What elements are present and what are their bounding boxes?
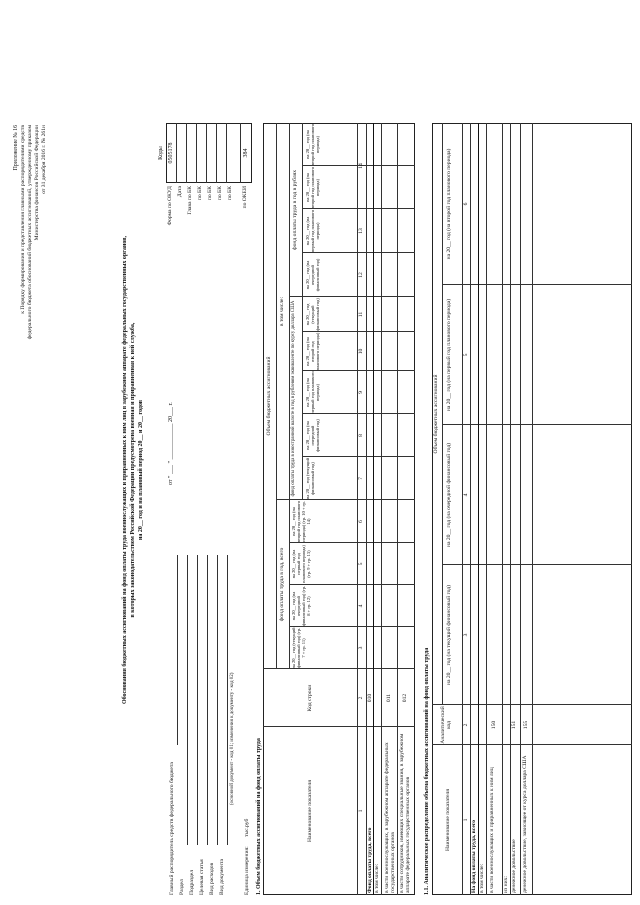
appendix-line-1: Приложение № 16 xyxy=(13,125,19,171)
section-1-head-volume: Объем бюджетных ассигнований xyxy=(266,356,272,436)
section-11-col-5: на 20__ год (на первый год планового периода) xyxy=(446,298,452,412)
title-line-3: на 20__ год и на плановый период 20__ и 20__ годов xyxy=(138,399,144,541)
section-1-head-name: Наименование показателя xyxy=(307,780,313,842)
code-label-date: Дата xyxy=(177,186,183,198)
field-main-manager: Главный распорядитель средств федерального бюджета xyxy=(169,762,175,895)
unit-value: тыс.руб xyxy=(244,818,250,837)
section-1-colnum-3: 3 xyxy=(358,646,364,650)
section-1-head-fot-currency: фонд оплаты труда в иностранной валюте в год в рублевом эквиваленте по курсу доллара США xyxy=(291,300,296,497)
section-11-head-volume: Объем бюджетных ассигнований xyxy=(433,374,439,454)
section-1-col-15: на 20__ год (на второй год планового периода) xyxy=(305,123,320,166)
section-11-colnum-5: 5 xyxy=(463,353,469,357)
section-11-title: 1.1. Аналитическое распределение объема бюджетных ассигнований на фонд оплаты труда xyxy=(424,647,430,895)
section-11-row-military-name: в части военнослужащих и приравненных к ним лиц xyxy=(489,767,495,893)
unit-label: Единица измерения: xyxy=(244,846,250,895)
section-11-colnum-6: 6 xyxy=(463,202,469,206)
appendix-line-3: федерального бюджета обоснований бюджетных ассигнований, утвержденному приказом xyxy=(27,125,33,340)
section-1-col-4: на 20__ год (на очередной финансовый год) (гр. 8 + гр. 12) xyxy=(291,585,311,627)
section-1-row-military-code: 011 xyxy=(386,693,392,703)
section-1-head-in-that: в том числе: xyxy=(279,296,285,327)
field-expense-type: Вид расходов xyxy=(209,862,215,895)
section-11-head-name: Наименование показателя xyxy=(445,789,451,851)
section-1-col-9: на 20__ год (на первый год планового периода) xyxy=(305,371,320,414)
section-11-row-ofthem-name: из них: xyxy=(503,876,509,893)
section-1-row-military-name: в части военнослужащих, в зарубежном аппарате федеральных государственных органов xyxy=(384,742,396,893)
field-subsection: Подраздел xyxy=(189,869,195,895)
section-1-colnum-2: 2 xyxy=(358,696,364,700)
section-1-row-special-code: 012 xyxy=(402,693,408,703)
code-label-chapter: Глава по БК xyxy=(187,186,193,215)
section-11-row-military-code: 150 xyxy=(491,720,497,730)
section-1-col-14: на 20__ год (на второй год планового периода) xyxy=(305,166,320,209)
section-11-head-code: Аналитический код xyxy=(440,706,452,744)
section-11-colnum-1: 1 xyxy=(463,818,469,822)
code-label-bk-2: по БК xyxy=(207,186,213,201)
code-label-bk-3: по БК xyxy=(217,186,223,201)
appendix-line-5: от 31 декабря 2016 г. № 261н xyxy=(41,125,47,194)
section-1-row-incl-name: в том числе: xyxy=(374,863,380,893)
section-1-title: 1. Объем бюджетных ассигнований на фонд оплаты труда xyxy=(256,738,262,895)
field-document-note: (основной документ - код 01; изменения к документу - код 02) xyxy=(230,672,235,805)
section-1-col-5: на 20__ год (на первый год планового периода) (гр. 9 + гр. 13) xyxy=(291,545,311,583)
appendix-line-4: Министерства финансов Российской Федерации xyxy=(34,125,40,241)
section-11-row-usd-name: денежное довольствие, зависящее от курса доллара США xyxy=(522,755,528,893)
section-1-col-7: на 20__ год (текущий финансовый год) xyxy=(305,457,315,500)
section-11-row-allowance-code: 151 xyxy=(511,720,517,730)
section-1-col-10: на 20__ год (на второй год планового периода) xyxy=(305,332,320,371)
section-11-row-allowance-name: денежное довольствие xyxy=(511,839,517,893)
section-11-row-incl-name: в том числе: xyxy=(479,863,485,893)
codes-header: Коды xyxy=(158,146,164,160)
section-11-col-6: на 20__ год (на второй год планового периода) xyxy=(446,148,452,260)
appendix-line-2: к Порядку формирования и представления главными распорядителями средств xyxy=(20,125,26,314)
section-1-colnum-9: 9 xyxy=(358,391,364,394)
section-1-colnum-4: 4 xyxy=(358,604,364,608)
section-1-colnum-8: 8 xyxy=(358,434,364,437)
title-line-1: Обоснования бюджетных ассигнований на фонд оплаты труда военнослужащих и приравненных к ним лиц в зарубежном аппарате федеральных государственных органов, xyxy=(122,235,128,705)
section-1-col-12: на 20__ год (на очередной финансовый год) xyxy=(305,258,320,292)
code-label-bk-1: по БК xyxy=(197,186,203,201)
code-label-okud: Форма по ОКУД xyxy=(167,186,173,226)
section-1-col-6: на 20__ год (на второй год планового периода) (гр. 10 + гр. 14) xyxy=(291,500,311,543)
section-1-colnum-13: 13 xyxy=(358,228,364,234)
section-11-colnum-2: 2 xyxy=(463,723,469,727)
section-1-head-code: Код строки xyxy=(307,684,313,712)
section-11-col-3: на 20__ год (на текущий финансовый год) xyxy=(446,585,452,685)
section-1-row-special-name: в части сотрудников, имеющих специальные звания, в зарубежном аппарате федеральных государственных органов xyxy=(399,733,411,893)
section-1-colnum-5: 5 xyxy=(358,562,364,566)
section-11-colnum-4: 4 xyxy=(463,493,469,497)
section-1-colnum-14: 14 xyxy=(358,163,364,169)
okud-value: 0505178 xyxy=(168,142,174,164)
code-label-bk-4: по БК xyxy=(227,186,233,201)
field-section: Раздел xyxy=(179,879,185,895)
field-target-article: Целевая статья xyxy=(199,859,205,895)
section-1-col-13: на 20__ год (на первый год планового периода) xyxy=(305,209,320,253)
section-1-colnum-10: 10 xyxy=(358,348,364,355)
form-date: от " ___ " ____________ 20___ г. xyxy=(168,402,174,485)
section-1-head-fot-all: фонд оплаты труда в год, всего xyxy=(279,547,285,622)
section-1-col-3: на 20__ год (текущий финансовый год) (гр. 7 + гр. 11) xyxy=(291,627,306,669)
okei-value: 384 xyxy=(243,148,249,158)
section-11-row-total-name: На фонд оплаты труда, всего xyxy=(471,819,477,893)
section-1-colnum-1: 1 xyxy=(358,809,364,813)
section-1-head-fot-rub: фонд оплаты труда в год в рублях xyxy=(292,169,298,251)
section-11-colnum-3: 3 xyxy=(463,633,469,637)
title-line-2: в которых законодательством Российской Федерации предусмотрена военная и приравненная к ней служба, xyxy=(130,322,136,618)
section-11-col-4: на 20__ год (на очередной финансовый год) xyxy=(446,442,452,548)
section-1-row-total-code: 010 xyxy=(367,693,373,703)
code-label-okei: по ОКЕИ xyxy=(242,186,248,209)
section-1-colnum-12: 12 xyxy=(358,272,364,278)
section-1-row-total-name: Фонд оплаты труда, всего xyxy=(367,827,373,893)
section-1-colnum-11: 11 xyxy=(358,311,364,318)
section-11-row-usd-code: 155 xyxy=(523,720,529,730)
section-1-colnum-7: 7 xyxy=(358,477,364,480)
section-1-colnum-6: 6 xyxy=(358,520,364,523)
section-1-col-8: на 20__ год (на очередной финансовый год) xyxy=(305,419,320,452)
section-1-col-11: на 20__ год (текущий финансовый год) xyxy=(305,298,320,331)
field-document-type: Вид документа xyxy=(219,859,225,895)
